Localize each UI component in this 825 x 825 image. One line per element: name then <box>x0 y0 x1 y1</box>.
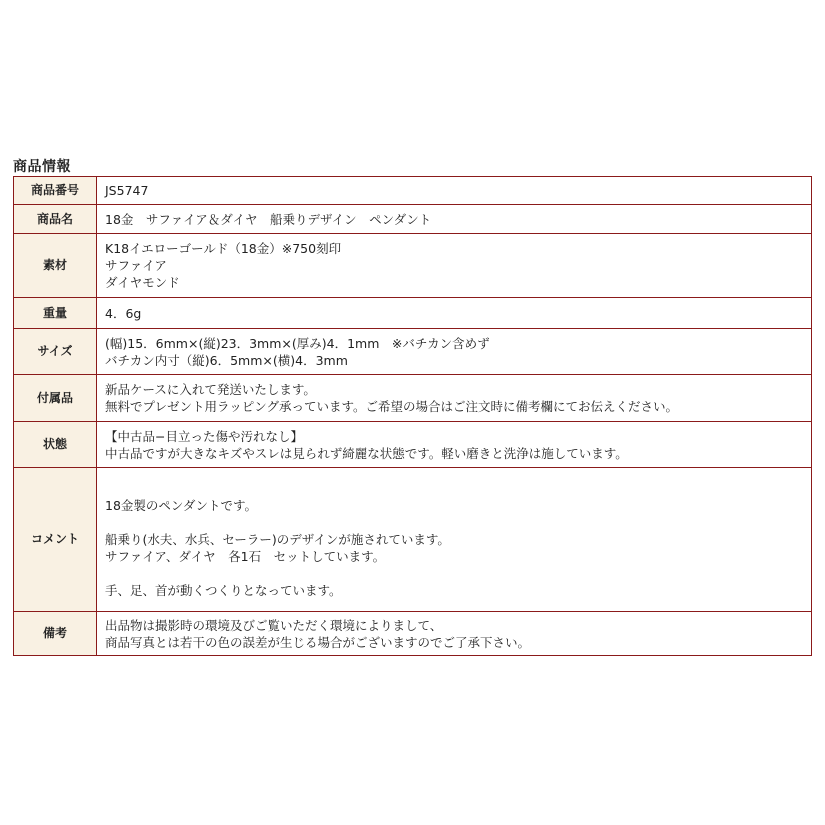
accessories-line: 無料でプレゼント用ラッピング承っています。ご希望の場合はご注文時に備考欄にてお伝えください。 <box>105 399 679 414</box>
material-line: K18イエローゴールド（18金）※750刻印 <box>105 241 342 256</box>
table-row-product-number <box>14 177 812 205</box>
value-product-name <box>97 205 812 234</box>
table-row-material <box>14 234 812 298</box>
notes-line: 商品写真とは若干の色の誤差が生じる場合がございますのでご了承下さい。 <box>105 634 531 650</box>
value-weight <box>97 298 812 329</box>
spacer <box>105 514 805 531</box>
spacer <box>105 565 805 582</box>
label-product-name: 商品名 <box>14 205 97 234</box>
value-accessories <box>97 375 812 422</box>
size-line: バチカン内寸（縦)6．5mm×(横)4．3mm <box>105 352 348 368</box>
product-info-table <box>13 176 812 656</box>
comment-line: 18金製のペンダントです。 <box>105 498 258 513</box>
spacer <box>105 480 805 497</box>
label-notes: 備考 <box>14 612 97 656</box>
table-row-accessories <box>14 375 812 422</box>
value-notes <box>97 612 812 656</box>
comment-line: 船乗り(水夫、水兵、セーラー)のデザインが施されています。 <box>105 532 450 547</box>
section-title: 商品情報 <box>13 159 71 175</box>
product-name: 18金 サファイア＆ダイヤ 船乗りデザイン ペンダント <box>105 211 432 227</box>
label-condition: 状態 <box>14 422 97 468</box>
label-product-number: 商品番号 <box>14 177 97 205</box>
label-size: サイズ <box>14 329 97 375</box>
notes-line: 出品物は撮影時の環境及びご覧いただく環境によりまして、 <box>105 617 443 633</box>
table-row-size <box>14 329 812 375</box>
value-product-number <box>97 177 812 205</box>
material-line: サファイア <box>105 258 167 273</box>
condition-line: 中古品ですが大きなキズやスレは見られず綺麗な状態です。軽い磨きと洗浄は施しています。 <box>105 445 628 461</box>
table-row-comment <box>14 468 812 612</box>
size-line: (幅)15．6mm×(縦)23．3mm×(厚み)4．1mm ※バチカン含めず <box>105 335 490 351</box>
value-comment <box>97 468 812 612</box>
comment-line: 手、足、首が動くつくりとなっています。 <box>105 583 342 598</box>
material-line: ダイヤモンド <box>105 275 180 290</box>
value-material <box>97 234 812 298</box>
table-row-product-name <box>14 205 812 234</box>
label-comment: コメント <box>14 468 97 612</box>
label-weight: 重量 <box>14 298 97 329</box>
accessories-line: 新品ケースに入れて発送いたします。 <box>105 382 316 397</box>
table-row-weight <box>14 298 812 329</box>
table-row-notes <box>14 612 812 656</box>
table-row-condition <box>14 422 812 468</box>
label-accessories: 付属品 <box>14 375 97 422</box>
value-size <box>97 329 812 375</box>
weight-value: 4．6g <box>105 305 142 321</box>
product-number: JS5747 <box>105 183 149 198</box>
value-condition <box>97 422 812 468</box>
comment-line: サファイア、ダイヤ 各1石 セットしています。 <box>105 549 386 564</box>
condition-line: 【中古品−目立った傷や汚れなし】 <box>105 428 303 444</box>
label-material: 素材 <box>14 234 97 298</box>
